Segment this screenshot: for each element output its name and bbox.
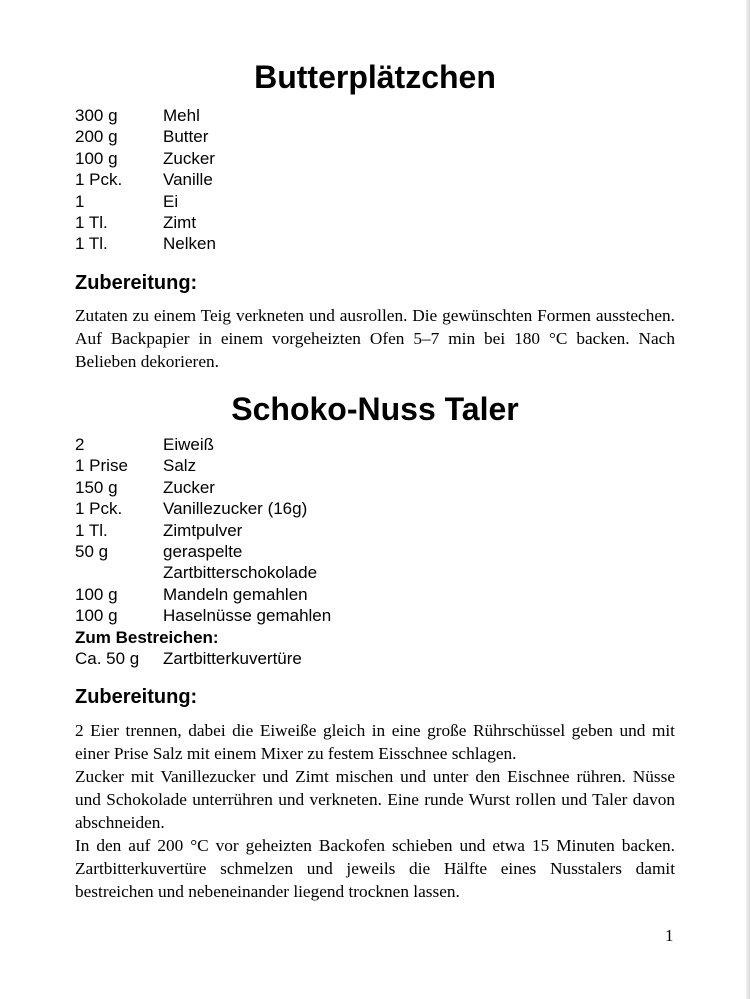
ingredient-qty: 100 g bbox=[75, 148, 118, 168]
ingredient-qty: 1 Pck. bbox=[75, 170, 123, 190]
ingredient-row bbox=[75, 212, 675, 233]
ingredient-row bbox=[75, 477, 675, 498]
ingredient-item: Zucker bbox=[163, 477, 215, 497]
ingredient-row bbox=[75, 126, 675, 147]
ingredient-row bbox=[75, 105, 675, 126]
preparation-text-butterplaetzchen bbox=[75, 304, 675, 373]
recipe-title-butterplaetzchen: Butterplätzchen bbox=[254, 59, 496, 95]
ingredient-qty: 150 g bbox=[75, 477, 118, 497]
ingredient-qty: 200 g bbox=[75, 127, 118, 147]
preparation-paragraph: In den auf 200 °C vor geheizten Backofen schieben und etwa 15 Minuten backen. Zartbitterkuvertüre schmelzen und jeweils die Hälfte eines Nusstalers damit bestreichen und nebeneinander liegend trocknen lassen. bbox=[75, 836, 675, 901]
page-edge-shadow bbox=[746, 0, 750, 999]
preparation-paragraph: Zucker mit Vanillezucker und Zimt mischen und unter den Eischnee rühren. Nüsse und Schokolade unterrühren und verkneten. Eine runde Wurst rollen und Taler davon abschneiden. bbox=[75, 767, 675, 832]
ingredient-item: Mandeln gemahlen bbox=[163, 584, 308, 604]
preparation-text-schoko-nuss-taler bbox=[75, 719, 675, 903]
page-number: 1 bbox=[665, 926, 674, 945]
ingredient-qty: 1 bbox=[75, 191, 85, 211]
ingredient-item: Haselnüsse gemahlen bbox=[163, 606, 332, 626]
ingredient-item: Mehl bbox=[163, 106, 200, 125]
spread-label: Zum Bestreichen: bbox=[75, 627, 219, 647]
ingredient-qty: 100 g bbox=[75, 584, 118, 604]
ingredient-qty: 1 Tl. bbox=[75, 520, 108, 540]
preparation-paragraph: 2 Eier trennen, dabei die Eiweiße gleich in eine große Rührschüssel geben und mit einer Prise Salz mit einem Mixer zu festem Eisschnee schlagen. bbox=[75, 721, 675, 763]
ingredient-qty: 300 g bbox=[75, 106, 118, 125]
ingredient-qty: 1 Prise bbox=[75, 456, 128, 476]
ingredient-qty: 1 Pck. bbox=[75, 499, 123, 519]
ingredient-row bbox=[75, 498, 675, 519]
ingredient-item: Nelken bbox=[163, 234, 216, 254]
ingredient-row bbox=[75, 584, 675, 605]
preparation-heading: Zubereitung: bbox=[75, 686, 198, 708]
ingredient-row bbox=[75, 191, 675, 212]
spread-label-row bbox=[75, 627, 675, 648]
ingredient-list-butterplaetzchen bbox=[75, 105, 675, 255]
ingredient-row bbox=[75, 233, 675, 254]
ingredient-qty: 50 g bbox=[75, 541, 109, 561]
ingredient-item: Zimt bbox=[163, 212, 197, 232]
ingredient-row bbox=[75, 541, 675, 584]
ingredient-item: Eiweiß bbox=[163, 435, 215, 454]
ingredient-item: Zimtpulver bbox=[163, 520, 243, 540]
ingredient-qty: 1 Tl. bbox=[75, 234, 108, 254]
ingredient-item: Zartbitterkuvertüre bbox=[163, 648, 302, 668]
ingredient-row bbox=[75, 434, 675, 455]
ingredient-row bbox=[75, 648, 675, 669]
ingredient-qty: Ca. 50 g bbox=[75, 648, 140, 668]
preparation-paragraph: Zutaten zu einem Teig verkneten und ausrollen. Die gewünschten Formen ausstechen. Auf Backpapier in einem vorgeheizten Ofen 5–7 min bei 180 °C backen. Nach Belieben dekorieren. bbox=[75, 306, 675, 371]
ingredient-row bbox=[75, 169, 675, 190]
preparation-heading: Zubereitung: bbox=[75, 272, 198, 294]
ingredient-row bbox=[75, 520, 675, 541]
ingredient-qty: 2 bbox=[75, 435, 85, 454]
ingredient-item: Vanillezucker (16g) bbox=[163, 499, 308, 519]
ingredient-row bbox=[75, 455, 675, 476]
ingredient-row bbox=[75, 605, 675, 626]
ingredient-qty: 1 Tl. bbox=[75, 212, 108, 232]
ingredient-item: Vanille bbox=[163, 170, 213, 190]
ingredient-row bbox=[75, 148, 675, 169]
ingredient-item: geraspelte Zartbitterschokolade bbox=[163, 541, 318, 583]
ingredient-qty: 100 g bbox=[75, 606, 118, 626]
ingredient-item: Ei bbox=[163, 191, 179, 211]
ingredient-item: Butter bbox=[163, 127, 209, 147]
ingredient-item: Zucker bbox=[163, 148, 215, 168]
ingredient-list-schoko-nuss-taler bbox=[75, 434, 675, 669]
ingredient-item: Salz bbox=[163, 456, 197, 476]
recipe-title-schoko-nuss-taler: Schoko-Nuss Taler bbox=[231, 391, 519, 427]
